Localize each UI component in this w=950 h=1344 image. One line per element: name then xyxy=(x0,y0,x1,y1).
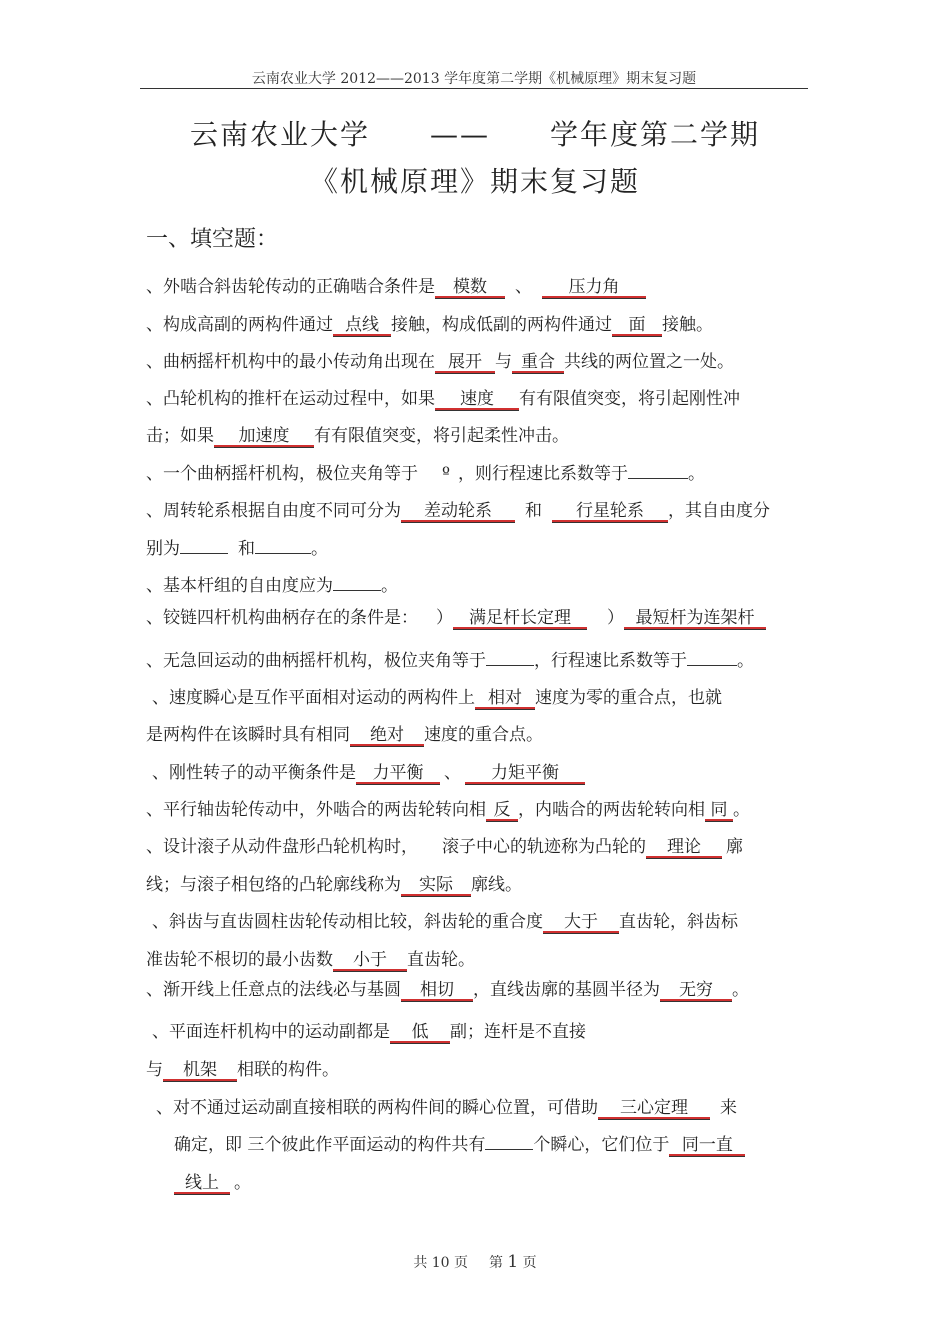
question-9 xyxy=(146,646,754,671)
q1-answer-2: 压力角 xyxy=(542,277,646,299)
q12-text-3: 。 xyxy=(733,800,750,820)
q2-text: 、构成高副的两构件通过 xyxy=(146,315,333,335)
q13-text-3: 廓 xyxy=(726,837,743,857)
question-10-line-2 xyxy=(146,720,543,747)
q15-text-2: ，直线齿廓的基圆半径为 xyxy=(473,980,660,1000)
q6-text-4: 别为 xyxy=(146,539,180,559)
question-17-line-3 xyxy=(174,1168,251,1195)
question-13 xyxy=(146,832,743,859)
q15-answer-2: 无穷 xyxy=(660,980,732,1002)
q11-answer-2: 力矩平衡 xyxy=(465,763,585,785)
title-university: 云南农业大学 xyxy=(189,118,370,151)
q17-text-5: 。 xyxy=(234,1173,251,1193)
q16-answer-1: 低 xyxy=(390,1022,450,1044)
q9-text: 、无急回运动的曲柄摇杆机构，极位夹角等于 xyxy=(146,651,486,671)
question-16-line-2 xyxy=(146,1055,339,1082)
q3-answer-2: 重合 xyxy=(512,352,564,374)
question-17-line-2 xyxy=(174,1130,745,1157)
q12-text-2: ，内啮合的两齿轮转向相 xyxy=(518,800,705,820)
q5-text: 、一个曲柄摇杆机构，极位夹角等于 xyxy=(146,464,418,484)
q3-text: 、曲柄摇杆机构中的最小传动角出现在 xyxy=(146,352,435,372)
q9-blank-2 xyxy=(687,665,737,666)
header-rule xyxy=(140,88,808,89)
question-3 xyxy=(146,347,734,374)
question-14 xyxy=(146,907,738,934)
question-10 xyxy=(146,683,722,710)
q17-text-2: 来 xyxy=(720,1098,737,1118)
page-header: 云南农业大学 2012——2013 学年度第二学期《机械原理》期末复习题 xyxy=(251,71,697,87)
title-term: 学年度第二学期 xyxy=(550,118,761,151)
question-14-line-2 xyxy=(146,945,475,972)
question-5 xyxy=(146,459,705,484)
q6-text-3: ，其自由度分 xyxy=(668,501,770,521)
q6-text-6: 。 xyxy=(311,539,328,559)
q13-text-5: 廓线。 xyxy=(471,875,522,895)
q13-answer-2: 实际 xyxy=(401,875,471,897)
q1-answer-1: 模数 xyxy=(435,277,505,299)
q17-text: 、对不通过运动副直接相联的两构件间的瞬心位置，可借助 xyxy=(156,1098,598,1118)
q6-text: 、周转轮系根据自由度不同可分为 xyxy=(146,501,401,521)
q6-answer-2: 行星轮系 xyxy=(552,501,668,523)
q10-text-2: 速度为零的重合点，也就 xyxy=(535,688,722,708)
q14-text-4: 直齿轮。 xyxy=(407,950,475,970)
q3-text-2: 与 xyxy=(495,352,512,372)
question-1 xyxy=(146,272,646,299)
question-13-line-2 xyxy=(146,870,522,897)
title-dash: —— xyxy=(430,118,490,151)
question-17 xyxy=(146,1093,737,1120)
q4-text: 、凸轮机构的推杆在运动过程中，如果 xyxy=(146,389,435,409)
q9-blank-1 xyxy=(486,665,534,666)
q9-text-2: ，行程速比系数等于 xyxy=(534,651,687,671)
q6-text-2: 和 xyxy=(525,501,542,521)
q2-text-2: 接触，构成低副的两构件通过 xyxy=(391,315,612,335)
q11-text-2: 、 xyxy=(444,763,461,783)
q13-answer-1: 理论 xyxy=(646,837,722,859)
q10-answer-2: 绝对 xyxy=(350,725,424,747)
q7-blank xyxy=(333,590,381,591)
q4-answer-2: 加速度 xyxy=(214,426,314,448)
q3-answer-1: 展开 xyxy=(435,352,495,374)
q16-text-4: 相联的构件。 xyxy=(237,1060,339,1080)
q4-answer-1: 速度 xyxy=(435,389,519,411)
q5-blank xyxy=(628,478,688,479)
question-11 xyxy=(146,758,585,785)
q14-text: 、斜齿与直齿圆柱齿轮传动相比较，斜齿轮的重合度 xyxy=(152,912,543,932)
q8-answer-1: 满足杆长定理 xyxy=(453,608,587,630)
document-title-line2: 《机械原理》期末复习题 xyxy=(309,165,640,198)
q9-text-3: 。 xyxy=(737,651,754,671)
q15-text: 、渐开线上任意点的法线必与基圆 xyxy=(146,980,401,1000)
q6-blank-2 xyxy=(255,553,311,554)
question-6-line-2 xyxy=(146,534,328,559)
q6-text-5: 和 xyxy=(238,539,255,559)
q2-answer-1: 点线 xyxy=(333,315,391,337)
q16-answer-2: 机架 xyxy=(163,1060,237,1082)
q7-text: 、基本杆组的自由度应为 xyxy=(146,576,333,596)
q11-text: 、刚性转子的动平衡条件是 xyxy=(152,763,356,783)
q2-answer-2: 面 xyxy=(612,315,662,337)
question-16 xyxy=(146,1017,586,1044)
q15-answer-1: 相切 xyxy=(401,980,473,1002)
q17-answer-1: 三心定理 xyxy=(598,1098,710,1120)
question-7 xyxy=(146,571,398,596)
q7-text-2: 。 xyxy=(381,576,398,596)
q11-answer-1: 力平衡 xyxy=(356,763,440,785)
question-2 xyxy=(146,310,713,337)
q1-text: 、外啮合斜齿轮传动的正确啮合条件是 xyxy=(146,277,435,297)
q4-text-3: 击；如果 xyxy=(146,426,214,446)
q5-text-2: ，则行程速比系数等于 xyxy=(458,464,628,484)
q14-answer-1: 大于 xyxy=(543,912,619,934)
q16-text-2: 副；连杆是不直接 xyxy=(450,1022,586,1042)
page-number: 1 xyxy=(507,1252,519,1272)
q15-text-3: 。 xyxy=(732,980,749,1000)
q3-text-3: 共线的两位置之一处。 xyxy=(564,352,734,372)
q8-answer-2: 最短杆为连架杆 xyxy=(624,608,766,630)
q13-text-2: 滚子中心的轨迹称为凸轮的 xyxy=(442,837,646,857)
q13-text: 、设计滚子从动件盘形凸轮机构时， xyxy=(146,837,418,857)
q1-text-2: 、 xyxy=(515,277,532,297)
q16-text: 、平面连杆机构中的运动副都是 xyxy=(152,1022,390,1042)
question-8 xyxy=(146,603,766,630)
q17-text-3: 确定，即 三个彼此作平面运动的构件共有 xyxy=(174,1135,486,1155)
q6-blank-1 xyxy=(180,553,228,554)
question-15 xyxy=(146,975,749,1002)
q8-text: 、铰链四杆机构曲柄存在的条件是： xyxy=(146,608,418,628)
q8-text-2: ） xyxy=(436,608,453,628)
question-12 xyxy=(146,795,750,822)
q10-text-4: 速度的重合点。 xyxy=(424,725,543,745)
q14-text-2: 直齿轮，斜齿标 xyxy=(619,912,738,932)
question-4 xyxy=(146,384,740,411)
question-4-line-2 xyxy=(146,421,569,448)
q4-text-4: 有有限值突变，将引起柔性冲击。 xyxy=(314,426,569,446)
q12-text: 、平行轴齿轮传动中，外啮合的两齿轮转向相 xyxy=(146,800,486,820)
q6-answer-1: 差动轮系 xyxy=(401,501,515,523)
q16-text-3: 与 xyxy=(146,1060,163,1080)
q12-answer-2: 同 xyxy=(705,800,733,822)
q5-text-3: 。 xyxy=(688,464,705,484)
question-6 xyxy=(146,496,770,523)
q14-text-3: 准齿轮不根切的最小齿数 xyxy=(146,950,333,970)
section-heading: 一、填空题： xyxy=(146,227,279,252)
q4-text-2: 有有限值突变，将引起刚性冲 xyxy=(519,389,740,409)
page-suffix: 页 xyxy=(522,1255,537,1271)
q17-blank xyxy=(485,1149,533,1150)
q12-answer-1: 反 xyxy=(486,800,518,822)
q14-answer-2: 小于 xyxy=(333,950,407,972)
q10-text: 、速度瞬心是互作平面相对运动的两构件上 xyxy=(152,688,475,708)
q13-text-4: 线；与滚子相包络的凸轮廓线称为 xyxy=(146,875,401,895)
q10-answer-1: 相对 xyxy=(475,688,535,710)
q2-text-3: 接触。 xyxy=(662,315,713,335)
q17-answer-2-cont: 线上 xyxy=(174,1173,230,1195)
q17-answer-2: 同一直 xyxy=(669,1135,745,1157)
document-title-line1 xyxy=(0,113,950,153)
page-label: 第 xyxy=(488,1255,503,1271)
q17-text-4: 个瞬心，它们位于 xyxy=(533,1135,670,1155)
total-pages: 共 10 页 xyxy=(413,1255,469,1271)
page-footer xyxy=(0,1252,950,1272)
q8-text-3: ） xyxy=(607,608,624,628)
q5-degree: º xyxy=(442,464,450,484)
q10-text-3: 是两构件在该瞬时具有相同 xyxy=(146,725,350,745)
